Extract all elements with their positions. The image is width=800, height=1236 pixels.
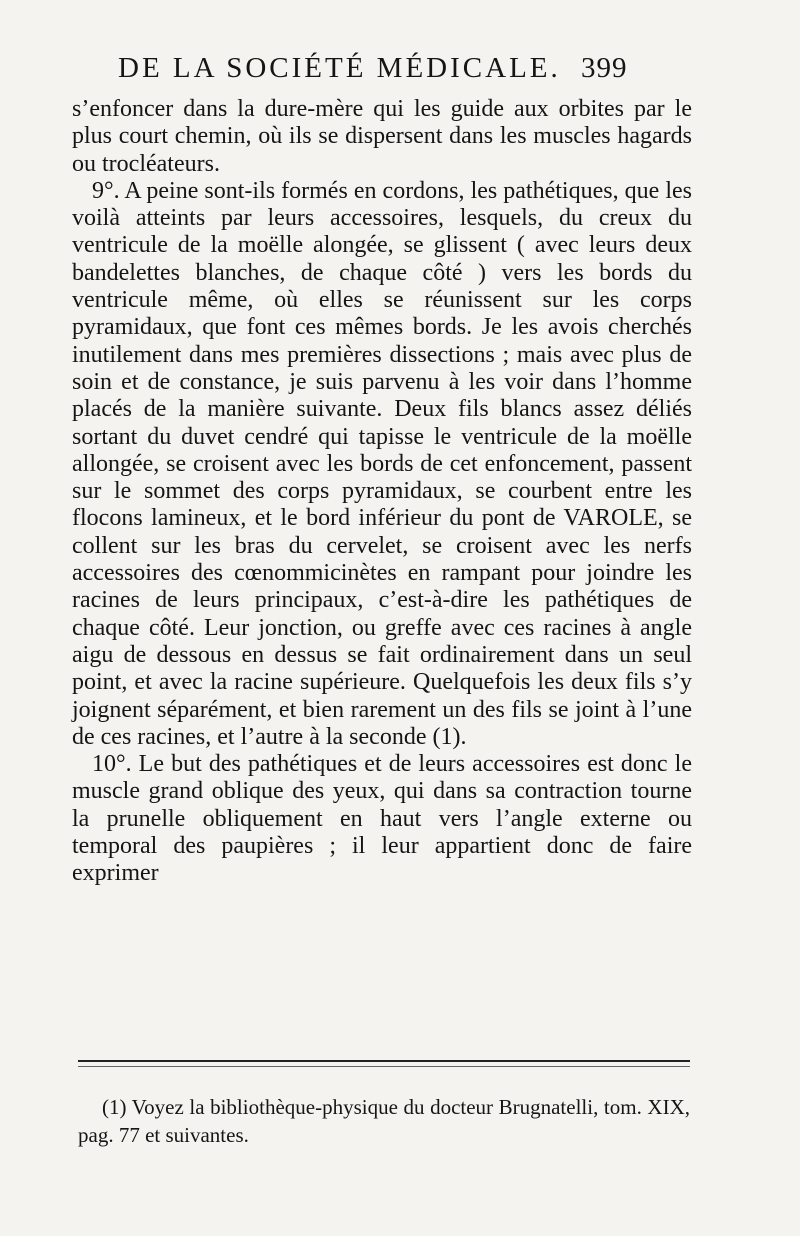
running-title: DE LA SOCIÉTÉ MÉDICALE. <box>118 52 561 84</box>
body-text <box>72 96 692 888</box>
footnote-text: (1) Voyez la bibliothèque-physique du docteur Brugnatelli, tom. XIX, pag. 77 et suivantes. <box>78 1095 690 1147</box>
running-header <box>118 52 690 85</box>
paragraph-2: 9°. A peine sont-ils formés en cordons, les pathétiques, que les voilà atteints par leurs accessoires, lesquels, du creux du ventricule de la moëlle alongée, se glissent ( avec leurs deux bandelettes blanches, de chaque côté ) vers les bords du ventricule même, où elles se réunissent sur les corps pyramidaux, que font ces mêmes bords. Je les avois cherchés inutilement dans mes premières dissections ; mais avec plus de soin et de constance, je suis parvenu à les voir dans l’homme placés de la manière suivante. Deux fils blancs assez déliés sortant du duvet cendré qui tapisse le ventricule de la moëlle allongée, se croisent avec les bords de cet enfoncement, passent sur le sommet des corps pyramidaux, se courbent entre les flocons lamineux, et le bord inférieur du pont de VAROLE, se collent sur les bras du cervelet, se croisent avec les nerfs accessoires des cœnommicinètes en rampant pour joindre les racines de leurs principaux, c’est-à-dire les pathétiques de chaque côté. Leur jonction, ou greffe avec ces racines à angle aigu de dessous en dessus se fait ordinairement dans un seul point, et avec la racine supérieure. Quelquefois les deux fils s’y joignent séparément, et bien rarement un des fils se joint à l’une de ces racines, et l’autre à la seconde (1). <box>72 177 692 750</box>
page-number: 399 <box>581 52 628 84</box>
footnote <box>78 1093 690 1149</box>
paragraph-3: 10°. Le but des pathétiques et de leurs accessoires est donc le muscle grand oblique des yeux, qui dans sa contraction tourne la prunelle obliquement en haut vers l’angle externe ou temporal des paupières ; il leur appartient donc de faire exprimer <box>72 751 692 887</box>
paragraph-1: s’enfoncer dans la dure-mère qui les guide aux orbites par le plus court chemin, où ils se dispersent dans les muscles hagards ou trocléateurs. <box>72 96 692 177</box>
footnote-rule <box>78 1060 690 1062</box>
footnote-rule-thin <box>78 1066 690 1067</box>
